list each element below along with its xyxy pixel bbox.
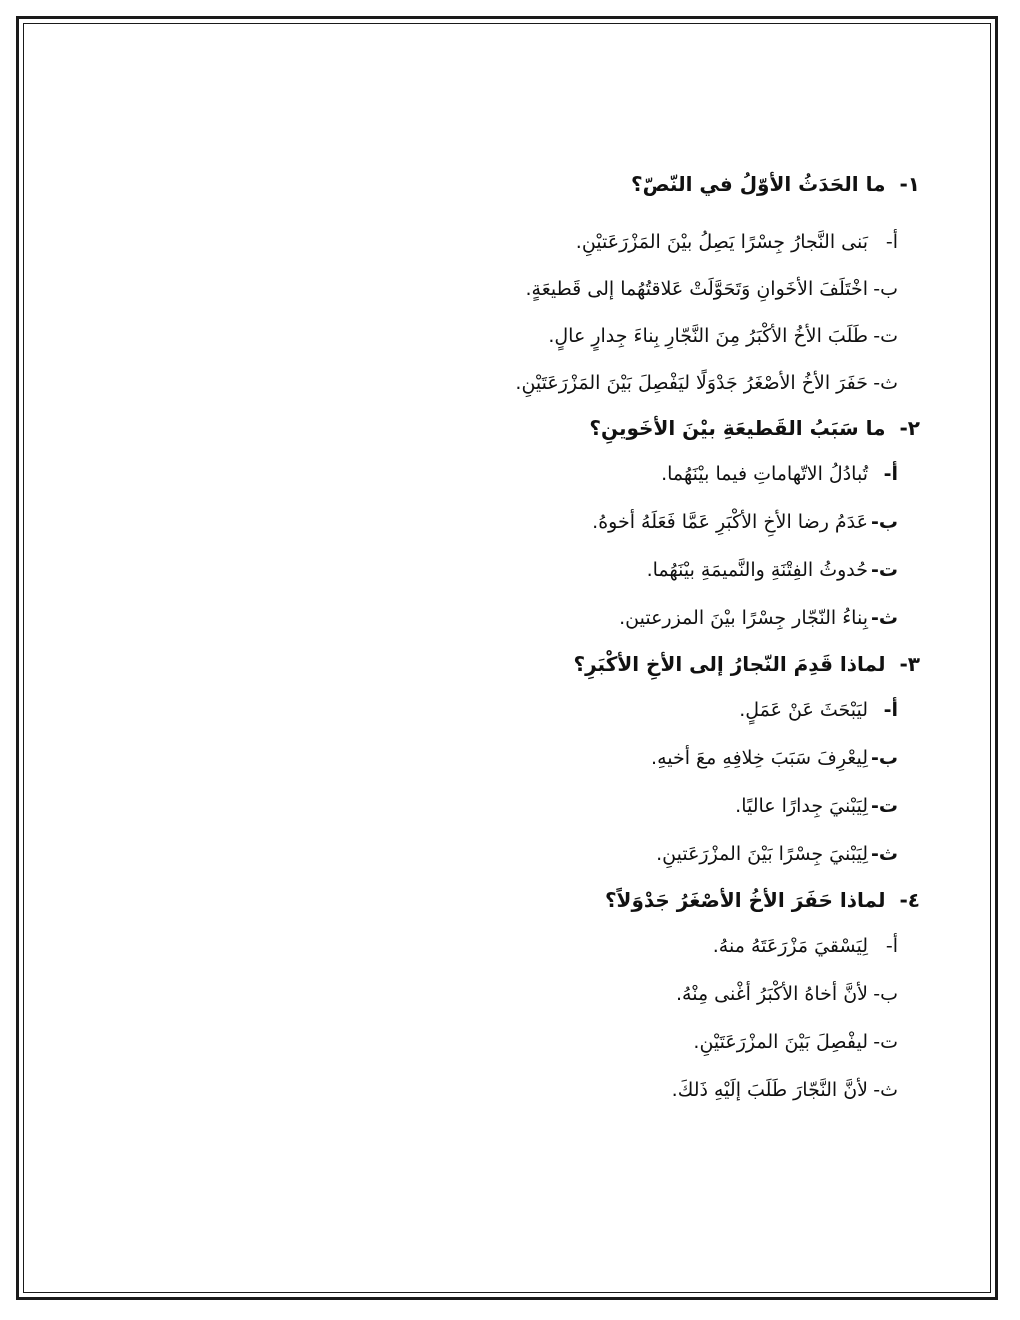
option-2-d[interactable] <box>360 594 898 642</box>
option-3-a[interactable] <box>360 686 898 734</box>
option-3-c[interactable] <box>360 782 898 830</box>
question-3-options <box>360 686 920 878</box>
question-2 <box>360 406 920 642</box>
question-number: ٣- <box>899 652 920 676</box>
option-text: تُبادُلُ الاتّهاماتِ فيما بيْنَهُما. <box>661 463 868 485</box>
question-1 <box>360 162 920 406</box>
option-text: طَلَبَ الأخُ الأكْبَرُ مِنَ النَّجّارِ بِناءَ جِدارٍ عالٍ. <box>548 325 868 347</box>
option-text: لِيَبْنيَ جِسْرًا بَيْنَ المزْرَعَتينِ. <box>656 843 868 865</box>
option-text: لأنَّ أخاهُ الأكْبَرُ أغْنى مِنْهُ. <box>675 983 868 1005</box>
question-text: ما الحَدَثُ الأوّلُ في النّصّ؟ <box>631 172 886 196</box>
option-text: حَفَرَ الأخُ الأصْغَرُ جَدْوَلًا ليَفْصِلَ بَيْنَ المَزْرَعَتَيْنِ. <box>515 372 868 394</box>
option-letter: ب- <box>871 747 898 769</box>
option-letter: أ- <box>885 935 898 957</box>
question-text: لماذا حَفَرَ الأخُ الأصْغَرُ جَدْوَلاً؟ <box>604 888 886 912</box>
option-letter: ث- <box>871 607 898 629</box>
option-3-b[interactable] <box>360 734 898 782</box>
question-4-title <box>360 878 920 922</box>
option-letter: ت- <box>871 795 898 817</box>
question-1-title <box>360 162 920 206</box>
option-text: عَدَمُ رضا الأخِ الأكْبَرِ عَمَّا فَعَلَهُ أخوهُ. <box>592 511 868 533</box>
option-4-c[interactable] <box>360 1018 898 1066</box>
option-3-d[interactable] <box>360 830 898 878</box>
question-text: لماذا قَدِمَ النّجارُ إلى الأخِ الأكْبَرِ؟ <box>573 652 886 676</box>
option-text: لِيعْرِفَ سَبَبَ خِلافِهِ معَ أخيهِ. <box>651 747 868 769</box>
question-2-options <box>360 450 920 642</box>
option-letter: ب- <box>873 278 898 300</box>
question-3-title <box>360 642 920 686</box>
option-text: لِيَبْنيَ جِدارًا عاليًا. <box>735 795 868 817</box>
question-number: ١- <box>899 172 920 196</box>
option-4-b[interactable] <box>360 970 898 1018</box>
question-number: ٤- <box>899 888 920 912</box>
option-text: بِناءُ النّجّار جِسْرًا بيْنَ المزرعتين. <box>619 607 868 629</box>
option-text: ليَبْحَثَ عَنْ عَمَلٍ. <box>739 699 868 721</box>
option-letter: أ- <box>883 463 898 485</box>
option-4-d[interactable] <box>360 1066 898 1114</box>
option-letter: ث- <box>873 372 898 394</box>
question-2-title <box>360 406 920 450</box>
option-text: حُدوثُ الفِتْنَةِ والنَّميمَةِ بيْنَهُما. <box>646 559 868 581</box>
question-number: ٢- <box>899 416 920 440</box>
option-text: لِيَسْقيَ مَزْرَعَتَهُ منهُ. <box>712 935 868 957</box>
option-letter: أ- <box>883 699 898 721</box>
option-letter: ت- <box>871 559 898 581</box>
option-1-a[interactable] <box>360 218 898 265</box>
option-2-a[interactable] <box>360 450 898 498</box>
option-text: ليفْصِلَ بَيْنَ المزْرَعَتَيْنِ. <box>693 1031 868 1053</box>
question-4 <box>360 878 920 1114</box>
option-letter: ب- <box>871 511 898 533</box>
option-letter: ث- <box>873 1079 898 1101</box>
option-2-c[interactable] <box>360 546 898 594</box>
option-2-b[interactable] <box>360 498 898 546</box>
option-1-c[interactable] <box>360 312 898 359</box>
question-3 <box>360 642 920 878</box>
option-letter: ت- <box>873 325 898 347</box>
option-text: بَنى النَّجارُ جِسْرًا يَصِلُ بيْنَ المَزْرَعَتيْنِ. <box>575 231 868 253</box>
question-1-options <box>360 218 920 406</box>
option-4-a[interactable] <box>360 922 898 970</box>
option-letter: ث- <box>871 843 898 865</box>
option-1-b[interactable] <box>360 265 898 312</box>
question-4-options <box>360 922 920 1114</box>
option-1-d[interactable] <box>360 359 898 406</box>
option-letter: ت- <box>873 1031 898 1053</box>
option-letter: أ- <box>885 231 898 253</box>
questions-list <box>360 162 920 1114</box>
question-text: ما سَبَبُ القَطيعَةِ بيْنَ الأخَوينِ؟ <box>589 416 886 440</box>
option-letter: ب- <box>873 983 898 1005</box>
option-text: اخْتَلَفَ الأخَوانِ وَتَحَوَّلَتْ عَلاقتُهُما إلى قَطيعَةٍ. <box>525 278 868 300</box>
option-text: لأنَّ النَّجّارَ طَلَبَ إلَيْهِ ذَلكَ. <box>671 1079 868 1101</box>
